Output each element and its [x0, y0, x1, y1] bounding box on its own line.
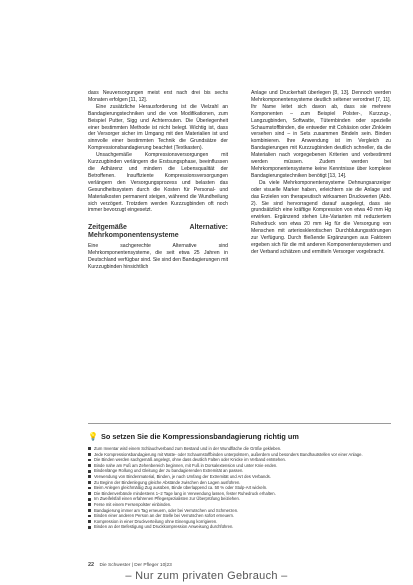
- square-bullet-icon: [88, 487, 91, 490]
- tip-text: Bindenlänge Rollung und Gleitung der zu bandagierenden Extremität an passen.: [94, 468, 244, 474]
- left-paragraph-2: Eine zusätzliche Herausforderung ist die Vielzahl an Bandagierungstechniken und die von Modifikationen, zum Beispiel Putter, Sigg und Achterrouten. Die Überlegenheit einer bestimmten Methode ist nicht belegt. Wichtig ist, dass der Versorger sicher im Umgang mit den Materialien ist und sinnvolle einer bestimmten Technik die Grundsätze der Kompressionsbandagierung beachtet (Textkasten).: [88, 103, 228, 152]
- footer-text: Die Schwester | Der Pfleger 10|23: [99, 563, 172, 568]
- square-bullet-icon: [88, 475, 91, 478]
- tip-text: Die Bindenverbände mindestens 1–2 Tage lang in Verwendung lassen, fester Ruhedruck erhalten.: [94, 490, 276, 496]
- page-number: 22: [88, 562, 95, 568]
- right-text-column: [251, 90, 391, 256]
- left-paragraph-3: Unsachgemäße Kompressionsversorgungen mit Kurzzugbinden verlängern die Erstsungsphase, beeinflussen die Adhärenz und mindern die Lebensqualität der Betroffenen. Insuffiziente Kompressionsversorgungen verlängern den Versorgungsprozess und belasten das Gesundheitssystem durch die Kosten für Personal- und Materialkosten permanent steigen, während die Wundheilung sich verzögert. Trotzdem werden Kurzzugbinden oft noch immer bevorzugt eingesetzt.: [88, 152, 228, 214]
- tip-text: Zum Inventar wird einem Schlauchverband zum Bestand und in der Wundfläche die Größe gekleben.: [94, 446, 282, 451]
- square-bullet-icon: [88, 492, 91, 495]
- square-bullet-icon: [88, 520, 91, 523]
- tip-text: Verwendung von Bindenmaterial, Binden, je nach Umfang der Extremität und Art des Verbands.: [94, 473, 271, 479]
- square-bullet-icon: [88, 447, 91, 450]
- tips-list: [88, 446, 391, 530]
- tip-text: Jede Kompressionsbandagierung mit Watte- oder Schaumstoffbinden unterpolstern, außerdem und besonders Bandhautstellen vor einer Anlage.: [94, 451, 363, 457]
- lightbulb-icon: 💡: [88, 432, 98, 441]
- left-paragraph-4: Eine sachgerechte Alternative sind Mehrkomponentensysteme, die seit etwa 25 Jahren in Deutschland verfügbar sind. Sie sind den Bandagierungen mit Kurzzugbinden hinsichtlich: [88, 243, 228, 271]
- square-bullet-icon: [88, 459, 91, 462]
- tip-text: Kompression in einer Druckverteilung ohne Einengung korrigieren.: [94, 518, 218, 524]
- tip-item: [88, 524, 391, 530]
- tips-box-title: [88, 432, 391, 441]
- square-bullet-icon: [88, 498, 91, 501]
- tip-text: Im Zweifelsfall einen erfahrenen Pflegespezialisten zur Überprüfung beiziehen.: [94, 496, 240, 502]
- tip-text: Ferse mit einem Fersenpolster einbinden.: [94, 501, 172, 507]
- square-bullet-icon: [88, 526, 91, 529]
- section-heading: Zeitgemäße Alternative: Mehrkomponentensysteme: [88, 224, 228, 240]
- tip-text: Zu Beginn der Bindenlegung gleiche Abstände zwischen den Lagen ausführen.: [94, 479, 241, 485]
- square-bullet-icon: [88, 481, 91, 484]
- square-bullet-icon: [88, 470, 91, 473]
- left-text-column: [88, 90, 228, 271]
- page-footer: [88, 562, 172, 569]
- right-paragraph-1: Anlage und Druckerhalt überlegen [8, 13]. Dennoch werden Mehrkomponentensysteme deutlich seltener verordnet [7, 11]. Ihr Name leitet sich davon ab, dass sie mehrere Komponenten – zum Beispiel Polster-, Kurzzug-, Langzugbinden, Softwatte, Tüternbinden oder spezielle Schaumstoffbinden, die entweder mit Cohäsion oder Zinkleim versehen sind – in Sets zusammen Bindeln sein. Binden kombinieren. Ihre Anwendung ist im Vergleich zu Bandagierungen mit Kurzzugbinden deutlich schneller, da die Materialien nach vorgegebenen Kriterien und vorbestimmt werden müssen. Zudem werden bei Mehrkomponentensysteme keine Kenntnisse über komplexe Bandagierungstechniken benötigt [13, 14].: [251, 90, 391, 179]
- right-paragraph-2: Da viele Mehrkomponentensysteme Dehnungsanzeiger oder visuelle Marker haben, erleichtern sie die Anlage und das Erzielen von therapeutisch wirksamen Druckwerten (Abb. 2). Sie sind hervorragend darauf ausgelegt, dass sie grundsätzlich eine kräftige Kompression von etwa 40 mm Hg erwirken. Ergänzend stehen Lite-Varianten mit reduziertem Ruhedruck von etwa 20 mm Hg für die Versorgung von Menschen mit arteriosklerotischen Durchblutungsstörungen zur Verfügung. Durch fließende Ergänzungen aus Faktoren ergeben sich für die mit anderen Komponentensystemen und der Verband schätzen und ermitteln Versorger vorgebracht.: [251, 179, 391, 255]
- left-paragraph-1: dass Neuversorgungen meist erst nach drei bis sechs Monaten erfolgen [11, 12].: [88, 90, 228, 103]
- tip-text: Binde nahe am Fuß am Zehenbereich beginnen, mit Fuß in Dorsalextension und unter Knie enden.: [94, 462, 278, 468]
- square-bullet-icon: [88, 464, 91, 467]
- tip-text: Binden an der Befestigung und Druckkompression Anweisung durchführen.: [94, 524, 234, 530]
- square-bullet-icon: [88, 515, 91, 518]
- tips-box: [88, 423, 391, 536]
- tip-text: Binden einer anderen Person an der Stelle bei Verrutschen sofort erneuern.: [94, 513, 235, 519]
- watermark: – Nur zum privaten Gebrauch –: [125, 570, 288, 582]
- square-bullet-icon: [88, 509, 91, 512]
- square-bullet-icon: [88, 453, 91, 456]
- tip-text: Bandagierung immer am Tag erneuern, oder bei Verrutschen und Schmerzen.: [94, 507, 239, 513]
- square-bullet-icon: [88, 503, 91, 506]
- tip-text: Die Binden werden sachgemäß angelegt, ohne dass deutlich Falten oder Knicke im Verband entstehen.: [94, 457, 287, 463]
- tips-box-title-text: So setzen Sie die Kompressionsbandagierung richtig um: [100, 432, 299, 441]
- tip-text: Beim Anlegen gleichmäßig Zug ausüben, Binde überlappend ca. 50 % oder Stulp-Art wickeln.: [94, 485, 268, 491]
